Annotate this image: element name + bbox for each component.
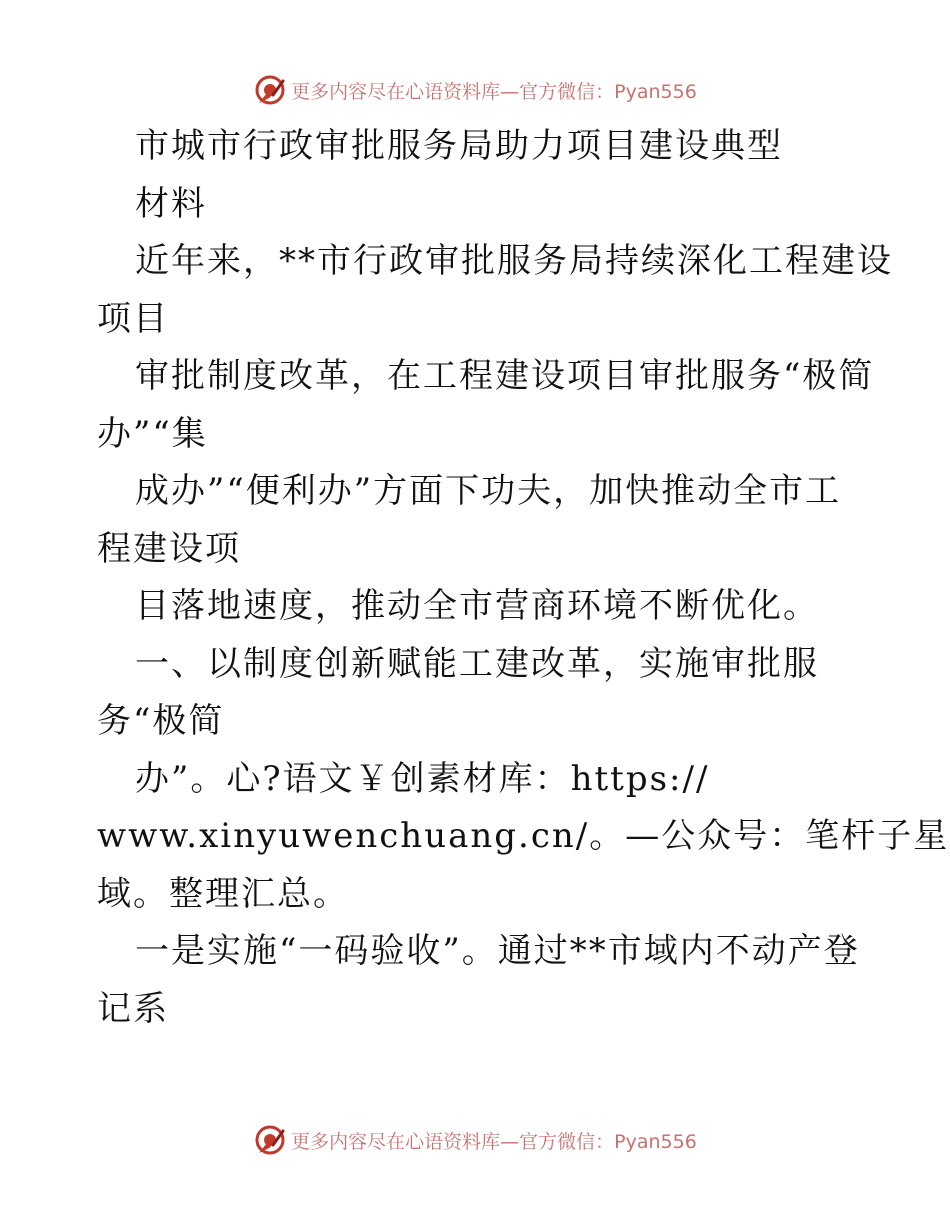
document-line: 项目: [97, 298, 169, 339]
document-line: 办”。心?语文￥创素材库：https://: [135, 758, 710, 799]
document-line: 务“极简: [97, 701, 225, 741]
document-line: 程建设项: [97, 528, 241, 569]
document-line: www.xinyuwenchuang.cn/。—公众号：笔杆子星: [97, 816, 950, 856]
document-line: 办”“集: [97, 413, 208, 454]
document-line: 一、以制度创新赋能工建改革，实施审批服: [135, 643, 819, 684]
footer-banner: [0, 1118, 950, 1162]
document-line: 材料: [135, 183, 207, 224]
document-line: 近年来，**市行政审批服务局持续深化工程建设: [135, 241, 893, 281]
document-line: 成办”“便利办”方面下功夫，加快推动全市工: [135, 471, 842, 511]
document-line: 市城市行政审批服务局助力项目建设典型: [135, 126, 783, 166]
document-line: 域。整理汇总。: [97, 873, 349, 914]
document-line: 审批制度改革，在工程建设项目审批服务“极简: [135, 356, 875, 396]
header-banner: [0, 68, 950, 112]
ribbon-seal-icon: [253, 1123, 287, 1157]
footer-banner-text: 更多内容尽在心语资料库—官方微信：Pyan556: [291, 1130, 697, 1153]
document-line: 目落地速度，推动全市营商环境不断优化。: [135, 586, 819, 626]
header-banner-text: 更多内容尽在心语资料库—官方微信：Pyan556: [291, 80, 697, 103]
ribbon-seal-icon: [253, 73, 287, 107]
document-body: [97, 118, 950, 1038]
document-line: 一是实施“一码验收”。通过**市域内不动产登: [135, 931, 860, 971]
document-line: 记系: [97, 988, 169, 1029]
